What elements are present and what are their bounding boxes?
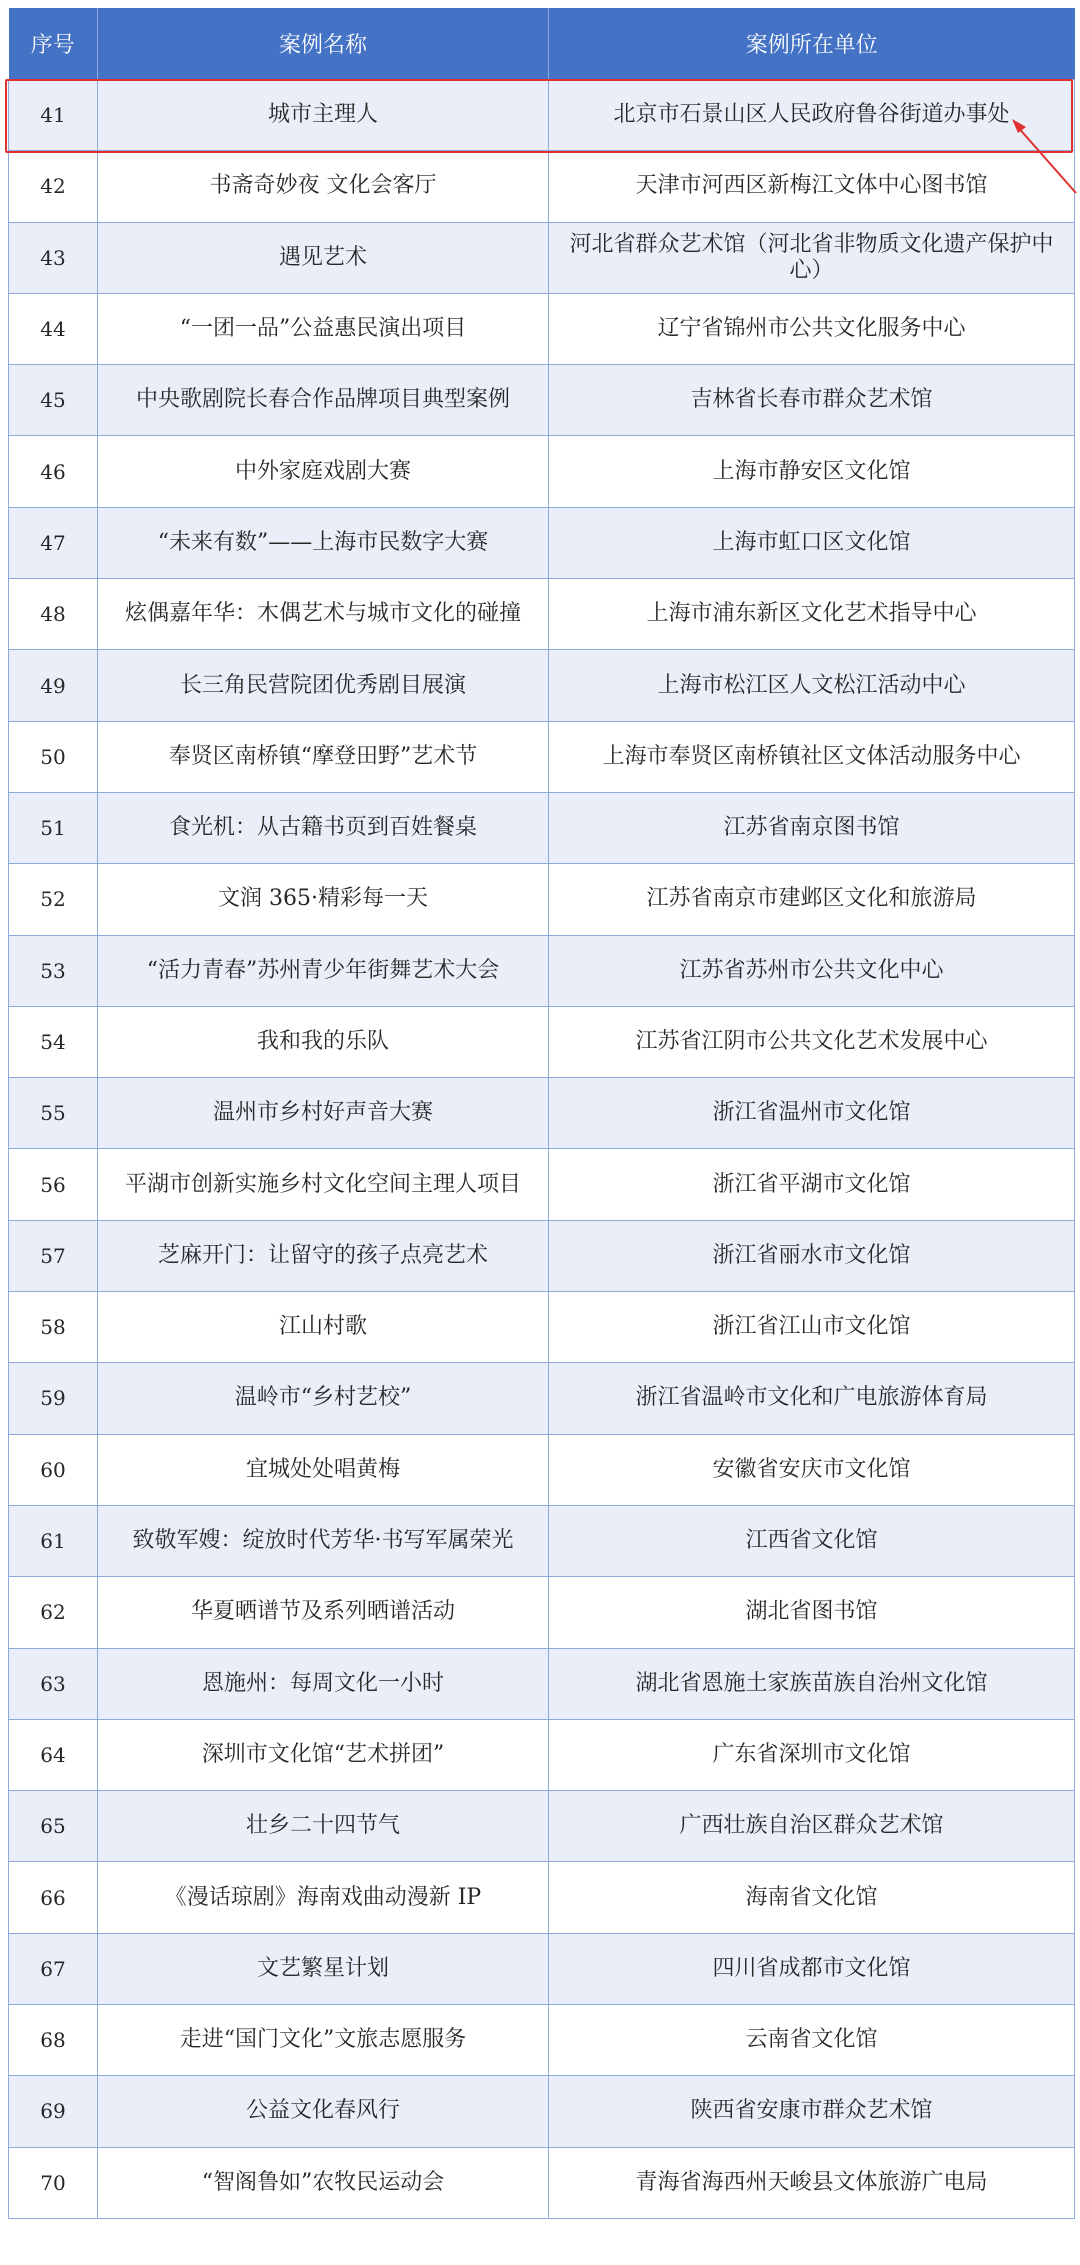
table-row xyxy=(9,80,1075,151)
case-unit: 海南省文化馆 xyxy=(549,1862,1075,1933)
case-unit: 浙江省江山市文化馆 xyxy=(549,1292,1075,1363)
case-name: 文润 365·精彩每一天 xyxy=(98,864,549,935)
row-number: 55 xyxy=(9,1078,98,1149)
table-row xyxy=(9,1220,1075,1291)
table-row xyxy=(9,436,1075,507)
row-number: 57 xyxy=(9,1220,98,1291)
table-row xyxy=(9,365,1075,436)
case-unit: 云南省文化馆 xyxy=(549,2005,1075,2076)
case-name: 走进“国门文化”文旅志愿服务 xyxy=(98,2005,549,2076)
case-name: 中外家庭戏剧大赛 xyxy=(98,436,549,507)
table-row xyxy=(9,293,1075,364)
row-number: 66 xyxy=(9,1862,98,1933)
table-row xyxy=(9,1292,1075,1363)
table-row xyxy=(9,151,1075,222)
case-table xyxy=(8,8,1075,2219)
case-name: “活力青春”苏州青少年街舞艺术大会 xyxy=(98,935,549,1006)
row-number: 61 xyxy=(9,1505,98,1576)
table-row xyxy=(9,2076,1075,2147)
table-row xyxy=(9,2147,1075,2218)
table-row xyxy=(9,1078,1075,1149)
case-name: 食光机：从古籍书页到百姓餐桌 xyxy=(98,792,549,863)
case-unit: 上海市奉贤区南桥镇社区文体活动服务中心 xyxy=(549,721,1075,792)
case-name: 华夏晒谱节及系列晒谱活动 xyxy=(98,1577,549,1648)
case-unit: 辽宁省锦州市公共文化服务中心 xyxy=(549,293,1075,364)
header-num: 序号 xyxy=(9,8,98,80)
case-unit: 浙江省平湖市文化馆 xyxy=(549,1149,1075,1220)
case-name: “智阁鲁如”农牧民运动会 xyxy=(98,2147,549,2218)
table-row xyxy=(9,864,1075,935)
case-name: 文艺繁星计划 xyxy=(98,1933,549,2004)
row-number: 46 xyxy=(9,436,98,507)
case-unit: 上海市松江区人文松江活动中心 xyxy=(549,650,1075,721)
case-unit: 浙江省温岭市文化和广电旅游体育局 xyxy=(549,1363,1075,1434)
case-unit: 广西壮族自治区群众艺术馆 xyxy=(549,1791,1075,1862)
case-unit: 北京市石景山区人民政府鲁谷街道办事处 xyxy=(549,80,1075,151)
case-name: 平湖市创新实施乡村文化空间主理人项目 xyxy=(98,1149,549,1220)
case-unit: 江苏省南京市建邺区文化和旅游局 xyxy=(549,864,1075,935)
row-number: 64 xyxy=(9,1719,98,1790)
case-unit: 吉林省长春市群众艺术馆 xyxy=(549,365,1075,436)
row-number: 69 xyxy=(9,2076,98,2147)
case-unit: 浙江省温州市文化馆 xyxy=(549,1078,1075,1149)
table-row xyxy=(9,1505,1075,1576)
case-name: 宜城处处唱黄梅 xyxy=(98,1434,549,1505)
case-unit: 安徽省安庆市文化馆 xyxy=(549,1434,1075,1505)
header-case-name: 案例名称 xyxy=(98,8,549,80)
case-unit: 河北省群众艺术馆（河北省非物质文化遗产保护中心） xyxy=(549,222,1075,293)
case-name: 中央歌剧院长春合作品牌项目典型案例 xyxy=(98,365,549,436)
case-name: 《漫话琼剧》海南戏曲动漫新 IP xyxy=(98,1862,549,1933)
row-number: 44 xyxy=(9,293,98,364)
case-name: 温岭市“乡村艺校” xyxy=(98,1363,549,1434)
case-name: 炫偶嘉年华：木偶艺术与城市文化的碰撞 xyxy=(98,579,549,650)
row-number: 65 xyxy=(9,1791,98,1862)
case-name: 深圳市文化馆“艺术拼团” xyxy=(98,1719,549,1790)
row-number: 48 xyxy=(9,579,98,650)
case-name: 芝麻开门：让留守的孩子点亮艺术 xyxy=(98,1220,549,1291)
case-name: 书斋奇妙夜 文化会客厅 xyxy=(98,151,549,222)
case-unit: 湖北省图书馆 xyxy=(549,1577,1075,1648)
case-name: 致敬军嫂：绽放时代芳华·书写军属荣光 xyxy=(98,1505,549,1576)
table-row xyxy=(9,2005,1075,2076)
table-row xyxy=(9,579,1075,650)
row-number: 50 xyxy=(9,721,98,792)
row-number: 62 xyxy=(9,1577,98,1648)
table-row xyxy=(9,507,1075,578)
row-number: 56 xyxy=(9,1149,98,1220)
row-number: 53 xyxy=(9,935,98,1006)
row-number: 63 xyxy=(9,1648,98,1719)
table-row xyxy=(9,935,1075,1006)
header-case-unit: 案例所在单位 xyxy=(549,8,1075,80)
case-name: 我和我的乐队 xyxy=(98,1006,549,1077)
row-number: 43 xyxy=(9,222,98,293)
row-number: 58 xyxy=(9,1292,98,1363)
table-row xyxy=(9,1933,1075,2004)
row-number: 70 xyxy=(9,2147,98,2218)
row-number: 54 xyxy=(9,1006,98,1077)
case-name: 遇见艺术 xyxy=(98,222,549,293)
case-name: 温州市乡村好声音大赛 xyxy=(98,1078,549,1149)
case-name: 公益文化春风行 xyxy=(98,2076,549,2147)
case-unit: 湖北省恩施土家族苗族自治州文化馆 xyxy=(549,1648,1075,1719)
case-unit: 陕西省安康市群众艺术馆 xyxy=(549,2076,1075,2147)
row-number: 51 xyxy=(9,792,98,863)
table-row xyxy=(9,1648,1075,1719)
case-unit: 四川省成都市文化馆 xyxy=(549,1933,1075,2004)
table-row xyxy=(9,222,1075,293)
table-row xyxy=(9,792,1075,863)
table-row xyxy=(9,721,1075,792)
case-name: 江山村歌 xyxy=(98,1292,549,1363)
case-unit: 江苏省南京图书馆 xyxy=(549,792,1075,863)
case-name: 城市主理人 xyxy=(98,80,549,151)
row-number: 59 xyxy=(9,1363,98,1434)
case-unit: 浙江省丽水市文化馆 xyxy=(549,1220,1075,1291)
case-unit: 青海省海西州天峻县文体旅游广电局 xyxy=(549,2147,1075,2218)
row-number: 47 xyxy=(9,507,98,578)
table-row xyxy=(9,1006,1075,1077)
table-row xyxy=(9,1149,1075,1220)
row-number: 60 xyxy=(9,1434,98,1505)
row-number: 41 xyxy=(9,80,98,151)
table-header-row xyxy=(9,8,1075,80)
table-body xyxy=(9,80,1075,2219)
table-row xyxy=(9,1862,1075,1933)
row-number: 68 xyxy=(9,2005,98,2076)
row-number: 42 xyxy=(9,151,98,222)
case-unit: 广东省深圳市文化馆 xyxy=(549,1719,1075,1790)
table-row xyxy=(9,1719,1075,1790)
case-unit: 上海市虹口区文化馆 xyxy=(549,507,1075,578)
row-number: 52 xyxy=(9,864,98,935)
case-unit: 江苏省苏州市公共文化中心 xyxy=(549,935,1075,1006)
case-unit: 天津市河西区新梅江文体中心图书馆 xyxy=(549,151,1075,222)
row-number: 67 xyxy=(9,1933,98,2004)
case-unit: 上海市静安区文化馆 xyxy=(549,436,1075,507)
case-unit: 江苏省江阴市公共文化艺术发展中心 xyxy=(549,1006,1075,1077)
table-row xyxy=(9,1577,1075,1648)
row-number: 45 xyxy=(9,365,98,436)
table-row xyxy=(9,1434,1075,1505)
table-row xyxy=(9,650,1075,721)
table-row xyxy=(9,1363,1075,1434)
case-unit: 上海市浦东新区文化艺术指导中心 xyxy=(549,579,1075,650)
case-name: “一团一品”公益惠民演出项目 xyxy=(98,293,549,364)
row-number: 49 xyxy=(9,650,98,721)
case-name: “未来有数”——上海市民数字大赛 xyxy=(98,507,549,578)
annotation-arrow-icon xyxy=(1010,115,1080,195)
case-name: 壮乡二十四节气 xyxy=(98,1791,549,1862)
case-name: 奉贤区南桥镇“摩登田野”艺术节 xyxy=(98,721,549,792)
case-unit: 江西省文化馆 xyxy=(549,1505,1075,1576)
table-row xyxy=(9,1791,1075,1862)
case-name: 恩施州：每周文化一小时 xyxy=(98,1648,549,1719)
case-name: 长三角民营院团优秀剧目展演 xyxy=(98,650,549,721)
